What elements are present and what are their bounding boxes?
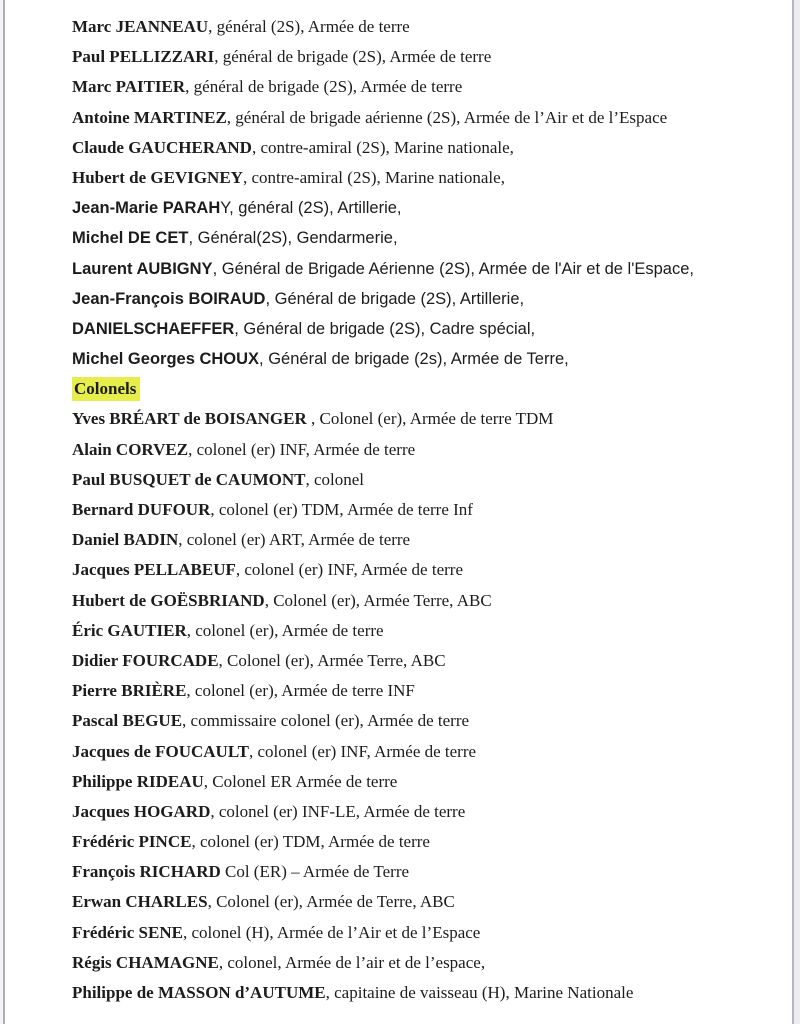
- officer-name: Pascal BEGUE: [72, 711, 183, 731]
- officer-rank-service: , Colonel (er), Armée Terre, ABC: [264, 590, 492, 610]
- officer-rank-service: , Général de brigade (2S), Artillerie,: [265, 289, 525, 308]
- officer-rank-service: , Colonel (er), Armée de Terre, ABC: [207, 892, 455, 912]
- officer-rank-service: , Colonel ER Armée de terre: [203, 771, 398, 791]
- officer-list-item: [72, 163, 736, 193]
- officer-list-item: [72, 133, 736, 163]
- officer-name: Didier FOURCADE: [72, 650, 219, 670]
- officer-name: Marc JEANNEAU: [72, 17, 209, 36]
- officer-name: Jacques PELLABEUF: [72, 560, 236, 580]
- officer-name: Marc PAITIER: [72, 77, 186, 97]
- officer-rank-service: , contre-amiral (2S), Marine nationale,: [242, 167, 505, 187]
- officer-rank-service: , capitaine de vaisseau (H), Marine Nationale: [325, 983, 634, 1002]
- officer-list-item: [72, 284, 736, 314]
- officer-rank-service: , général (2S), Armée de terre: [208, 17, 410, 36]
- officer-name: DANIELSCHAEFFER: [72, 319, 235, 338]
- officer-name: Hubert de GOËSBRIAND: [72, 590, 265, 610]
- officer-list-item: [72, 616, 736, 646]
- officer-rank-service: , colonel (er) INF, Armée de terre: [188, 439, 416, 459]
- officer-list-item: [72, 12, 736, 42]
- officer-rank-service: , Général de brigade (2s), Armée de Terre,: [259, 350, 569, 369]
- officer-rank-service: , général de brigade (2S), Armée de terre: [214, 47, 492, 67]
- officer-list-item: [72, 586, 736, 616]
- officer-rank-service: , colonel (er), Armée de terre INF: [186, 681, 415, 701]
- officer-list: [72, 12, 736, 1008]
- officer-name: Jacques HOGARD: [72, 801, 211, 821]
- officer-name: Frédéric PINCE: [72, 832, 192, 852]
- officer-rank-service: , colonel (er) INF-LE, Armée de terre: [210, 801, 466, 821]
- officer-rank-service: , Général de brigade (2S), Cadre spécial,: [234, 319, 536, 338]
- officer-rank-service: , colonel (er) TDM, Armée de terre: [191, 832, 430, 852]
- officer-name: Éric GAUTIER: [72, 620, 187, 640]
- officer-name: Frédéric SENE: [72, 922, 183, 942]
- officer-rank-service: , général de brigade (2S), Armée de terre: [185, 77, 463, 97]
- officer-name: Claude GAUCHERAND: [72, 137, 252, 157]
- officer-list-item: [72, 525, 736, 555]
- officer-list-item: [72, 404, 736, 434]
- officer-rank-service: , colonel: [305, 469, 365, 489]
- page-left-border: [3, 0, 5, 1024]
- officer-list-item: [72, 344, 736, 374]
- page-right-border: [792, 0, 794, 1024]
- officer-name: Jean-Marie PARAH: [72, 199, 221, 218]
- officer-name: Laurent AUBIGNY: [72, 259, 213, 278]
- officer-rank-service: Y, général (2S), Artillerie,: [220, 199, 402, 218]
- officer-rank-service: , contre-amiral (2S), Marine nationale,: [251, 137, 514, 157]
- officer-name: Yves BRÉART de BOISANGER: [72, 409, 307, 429]
- officer-name: Régis CHAMAGNE: [72, 952, 219, 972]
- officer-rank-service: , colonel (er) TDM, Armée de terre Inf: [210, 500, 473, 519]
- officer-name: Philippe RIDEAU: [72, 771, 204, 791]
- officer-rank-service: , colonel (er) ART, Armée de terre: [178, 530, 411, 550]
- officer-list-item: [72, 978, 736, 1008]
- officer-name: Alain CORVEZ: [72, 439, 189, 459]
- officer-list-item: [72, 676, 736, 706]
- officer-name: Jean-François BOIRAUD: [72, 289, 266, 308]
- officer-rank-service: , colonel (er) INF, Armée de terre: [248, 741, 477, 761]
- officer-name: Bernard DUFOUR: [72, 500, 211, 519]
- officer-list-item: [72, 827, 736, 857]
- officer-name: Philippe de MASSON d’AUTUME: [72, 983, 326, 1002]
- officer-rank-service: , commissaire colonel (er), Armée de terre: [182, 711, 470, 731]
- officer-list-item: [72, 857, 736, 887]
- page-right-margin: [793, 0, 800, 1024]
- officer-rank-service: , colonel (H), Armée de l’Air et de l’Espace: [182, 922, 481, 942]
- officer-list-item: [72, 42, 736, 72]
- officer-name: Jacques de FOUCAULT: [72, 741, 249, 761]
- officer-list-item: [72, 646, 736, 676]
- officer-list-item: [72, 314, 736, 344]
- officer-rank-service: , Colonel (er), Armée de terre TDM: [306, 409, 554, 429]
- officer-list-item: [72, 706, 736, 736]
- officer-name: Paul PELLIZZARI: [72, 47, 215, 67]
- officer-rank-service: , général de brigade aérienne (2S), Armée de l’Air et de l’Espace: [226, 107, 668, 127]
- officer-list-item: [72, 435, 736, 465]
- officer-name: Antoine MARTINEZ: [72, 107, 227, 127]
- officer-rank-service: , colonel, Armée de l’air et de l’espace,: [218, 952, 486, 972]
- officer-rank-service: , Colonel (er), Armée Terre, ABC: [218, 650, 446, 670]
- officer-name: Daniel BADIN: [72, 530, 179, 550]
- officer-list-item: [72, 72, 736, 102]
- officer-list-item: [72, 495, 736, 525]
- section-heading-highlight: Colonels: [72, 377, 140, 401]
- officer-name: Hubert de GEVIGNEY: [72, 167, 243, 187]
- officer-rank-service: , Général(2S), Gendarmerie,: [188, 229, 398, 248]
- officer-list-item: [72, 193, 736, 223]
- officer-name: François RICHARD: [72, 862, 221, 882]
- officer-rank-service: Col (ER) – Armée de Terre: [220, 862, 410, 882]
- officer-name: Paul BUSQUET de CAUMONT: [72, 469, 306, 489]
- officer-list-item: [72, 767, 736, 797]
- officer-list-item: [72, 254, 736, 284]
- section-heading-row: [72, 374, 736, 404]
- officer-list-item: [72, 555, 736, 585]
- officer-list-item: [72, 948, 736, 978]
- officer-list-item: [72, 737, 736, 767]
- officer-rank-service: , colonel (er), Armée de terre: [186, 620, 384, 640]
- officer-name: Michel DE CET: [72, 229, 189, 248]
- officer-list-item: [72, 223, 736, 253]
- officer-list-item: [72, 887, 736, 917]
- officer-name: Pierre BRIÈRE: [72, 681, 187, 701]
- officer-list-item: [72, 103, 736, 133]
- officer-rank-service: , colonel (er) INF, Armée de terre: [235, 560, 463, 580]
- officer-list-item: [72, 918, 736, 948]
- officer-rank-service: , Général de Brigade Aérienne (2S), Armée de l'Air et de l'Espace,: [212, 259, 694, 278]
- officer-name: Michel Georges CHOUX: [72, 350, 260, 369]
- officer-list-item: [72, 465, 736, 495]
- officer-name: Erwan CHARLES: [72, 892, 208, 912]
- officer-list-item: [72, 797, 736, 827]
